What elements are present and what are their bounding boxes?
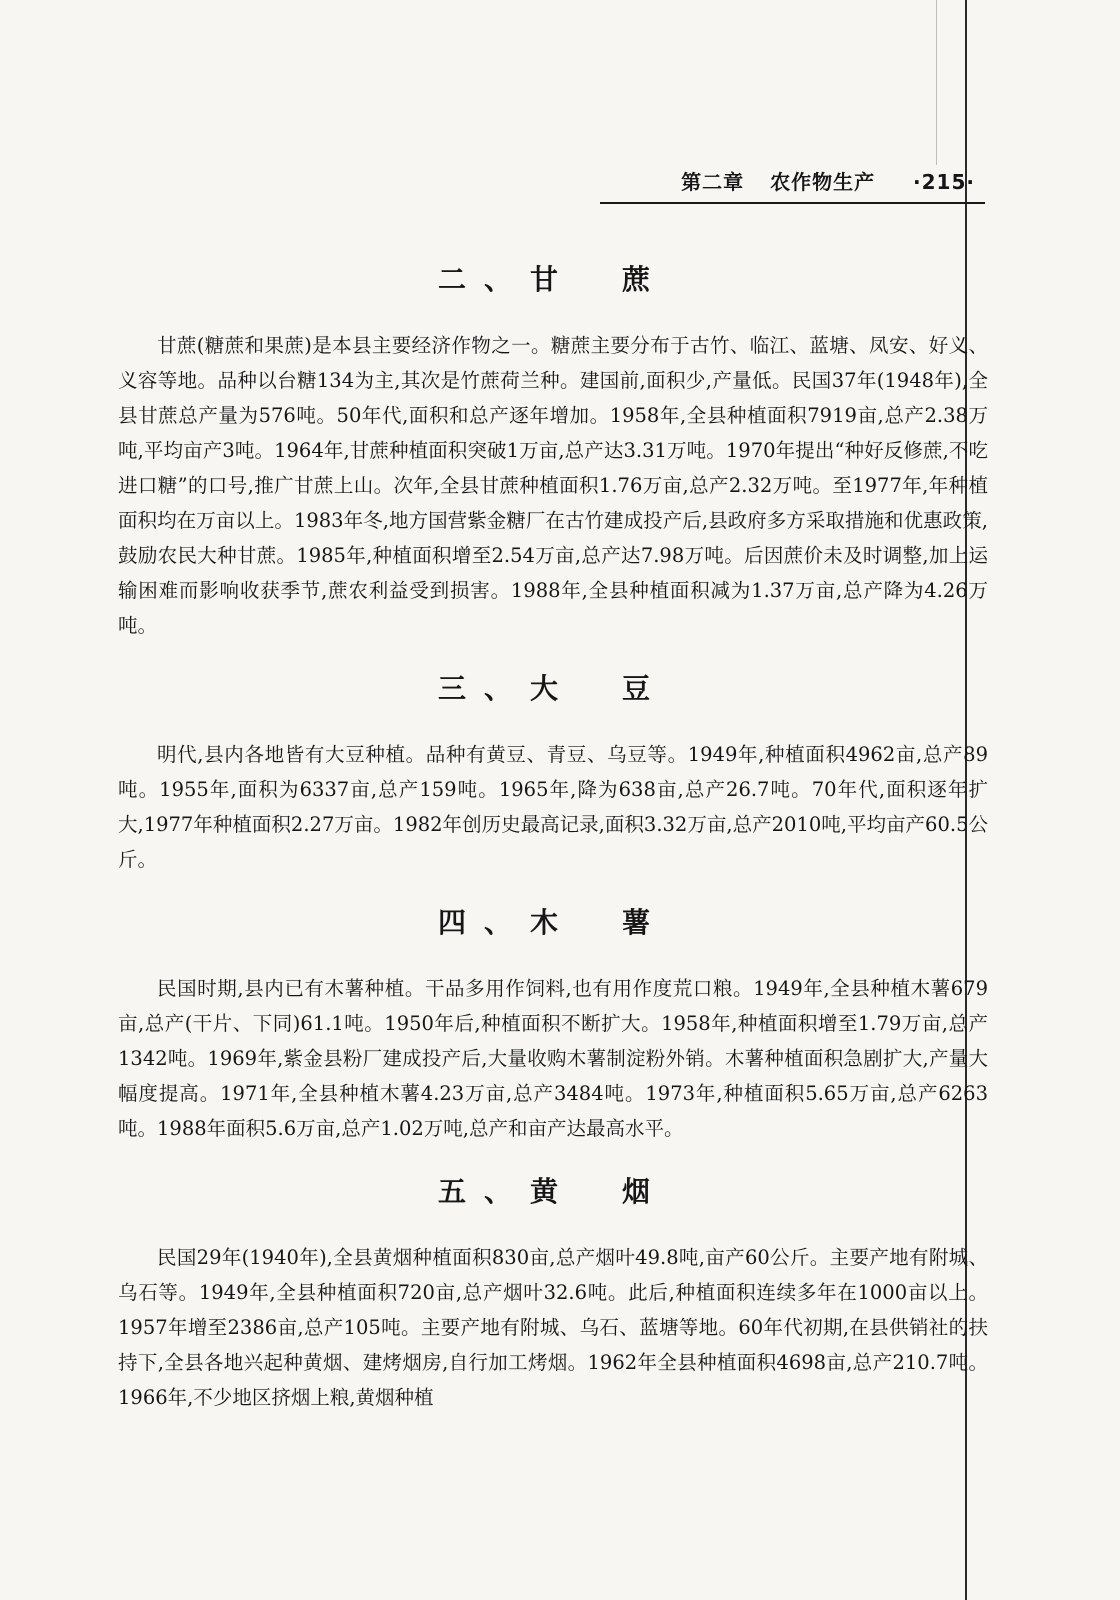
running-header-text	[681, 166, 975, 195]
section-paragraph-sugarcane: 甘蔗(糖蔗和果蔗)是本县主要经济作物之一。糖蔗主要分布于古竹、临江、蓝塘、凤安、好义、义容等地。品种以台糖134为主,其次是竹蔗荷兰种。建国前,面积少,产量低。民国37年(1948年),全县甘蔗总产量为576吨。50年代,面积和总产逐年增加。1958年,全县种植面积7919亩,总产2.38万吨,平均亩产3吨。1964年,甘蔗种植面积突破1万亩,总产达3.31万吨。1970年提出“种好反修蔗,不吃进口糖”的口号,推广甘蔗上山。次年,全县甘蔗种植面积1.76万亩,总产2.32万吨。至1977年,年种植面积均在万亩以上。1983年冬,地方国营紫金糖厂在古竹建成投产后,县政府多方采取措施和优惠政策,鼓励农民大种甘蔗。1985年,种植面积增至2.54万亩,总产达7.98万吨。后因蔗价未及时调整,加上运输困难而影响收获季节,蔗农利益受到损害。1988年,全县种植面积减为1.37万亩,总产降为4.26万吨。	[118, 334, 988, 637]
section-title-soybean: 三、大 豆	[437, 672, 668, 705]
running-header	[600, 160, 985, 204]
page-body	[118, 240, 988, 1441]
section-title-sugarcane: 二、甘 蔗	[437, 263, 668, 296]
section-paragraph-cassava: 民国时期,县内已有木薯种植。干品多用作饲料,也有用作度荒口粮。1949年,全县种植木薯679亩,总产(干片、下同)61.1吨。1950年后,种植面积不断扩大。1958年,种植面积增至1.79万亩,总产1342吨。1969年,紫金县粉厂建成投产后,大量收购木薯制淀粉外销。木薯种植面积急剧扩大,产量大幅度提高。1971年,全县种植木薯4.23万亩,总产3484吨。1973年,种植面积5.65万亩,总产6263吨。1988年面积5.6万亩,总产1.02万吨,总产和亩产达最高水平。	[118, 977, 988, 1140]
section-title-cassava: 四、木 薯	[437, 906, 668, 939]
section-paragraph-soybean: 明代,县内各地皆有大豆种植。品种有黄豆、青豆、乌豆等。1949年,种植面积4962亩,总产89吨。1955年,面积为6337亩,总产159吨。1965年,降为638亩,总产26.7吨。70年代,面积逐年扩大,1977年种植面积2.27万亩。1982年创历史最高记录,面积3.32万亩,总产2010吨,平均亩产60.5公斤。	[118, 743, 988, 871]
page-number: ·215·	[913, 170, 975, 194]
section-title-tobacco: 五、黄 烟	[437, 1175, 668, 1208]
section-paragraph-tobacco: 民国29年(1940年),全县黄烟种植面积830亩,总产烟叶49.8吨,亩产60公斤。主要产地有附城、乌石等。1949年,全县种植面积720亩,总产烟叶32.6吨。此后,种植面积连续多年在1000亩以上。1957年增至2386亩,总产105吨。主要产地有附城、乌石、蓝塘等地。60年代初期,在县供销社的扶持下,全县各地兴起种黄烟、建烤烟房,自行加工烤烟。1962年全县种植面积4698亩,总产210.7吨。1966年,不少地区挤烟上粮,黄烟种植	[118, 1246, 988, 1409]
chapter-title: 农作物生产	[770, 170, 876, 194]
scan-shadow-line	[936, 0, 937, 165]
chapter-label: 第二章	[681, 170, 745, 194]
